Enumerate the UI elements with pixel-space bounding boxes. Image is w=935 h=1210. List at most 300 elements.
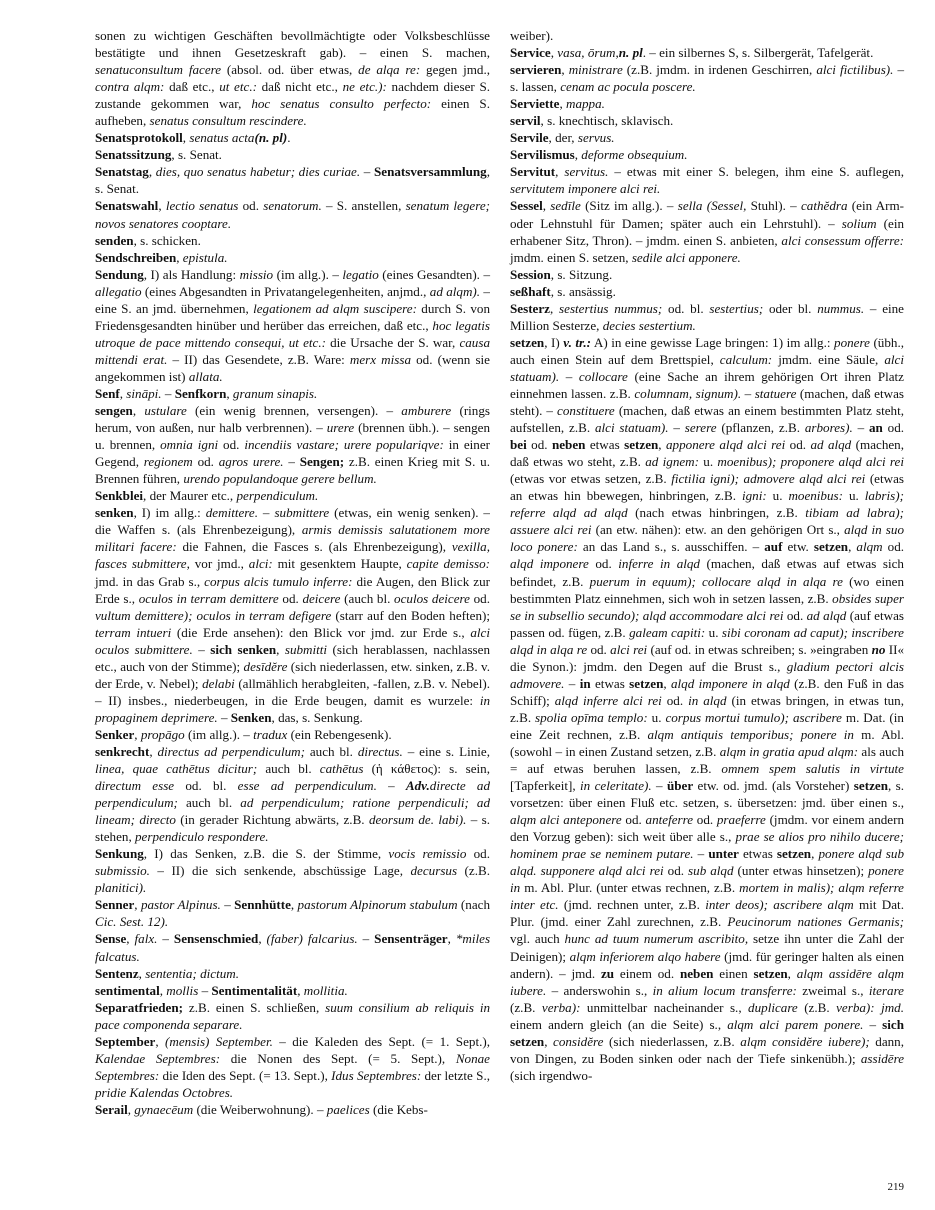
entry-text: , der, xyxy=(548,130,578,146)
entry-text: (etwas vor etwas setzen, z.B. xyxy=(510,471,672,487)
dictionary-entry xyxy=(510,266,904,283)
latin-translation: alci oculos submittere. xyxy=(95,624,490,657)
entry-text: an das Land s., s. ausschiffen. – xyxy=(577,539,765,555)
latin-translation: ponere in xyxy=(510,863,904,896)
latin-translation: allegatio xyxy=(95,283,142,299)
latin-translation: alqm xyxy=(856,539,883,555)
entry-text: – s. lassen, xyxy=(510,62,905,95)
latin-translation: demittere. xyxy=(205,505,258,521)
latin-translation: anteferre xyxy=(645,812,694,828)
entry-text: (wo einen bestimmten Platz einnehmen, sich woh in setzen lassen, z.B. xyxy=(510,573,905,606)
headword: Senatstag xyxy=(95,164,149,180)
entry-text: (machen, daß etwas steht). – xyxy=(510,385,904,419)
entry-text: , xyxy=(550,45,558,61)
entry-text: (die Weiberwohnung). – xyxy=(193,1101,327,1117)
latin-translation: in alium locum transferre: xyxy=(652,982,797,998)
entry-text: mit Dat. Plur. (jmd. einer Zahl zurechnen, z.B. xyxy=(510,897,904,930)
entry-text: – xyxy=(693,846,709,862)
headword: Senkblei xyxy=(95,488,144,504)
latin-translation: alci: xyxy=(248,556,273,572)
entry-text: m. Abl. (sowohl – in einen Zustand setzen, z.B. xyxy=(510,726,904,759)
latin-translation: ne etc.): xyxy=(342,79,387,95)
latin-translation: vexilla, fasces submittere, xyxy=(95,539,490,572)
headword: Servitut xyxy=(510,164,556,180)
latin-translation: directum esse xyxy=(95,778,175,794)
entry-text: jmdm. eine Säule, xyxy=(772,351,885,367)
entry-text: , xyxy=(159,982,167,998)
headword: Sennhütte xyxy=(234,897,291,913)
entry-text: – die Kaleden des Sept. (= 1. Sept.), xyxy=(272,1033,490,1049)
entry-text: (die Erde ansehen): den Blick vor jmd. zur Erde s., xyxy=(171,624,471,640)
latin-translation: senatus consultum rescindere. xyxy=(149,113,307,129)
latin-translation: deorsum de. labi). xyxy=(368,812,467,828)
latin-translation: sententia; dictum. xyxy=(145,965,240,981)
latin-translation: sub alqd xyxy=(688,863,734,879)
latin-translation: pastor Alpinus. xyxy=(140,897,221,913)
latin-translation: senatum legere; novos senatores cooptare. xyxy=(95,198,491,231)
latin-translation: labris); referre alqd ad alqd xyxy=(510,488,904,521)
dictionary-entry xyxy=(510,283,904,300)
headword: sich setzen xyxy=(510,1016,904,1049)
latin-translation: gladium pectori alcis admovere. xyxy=(510,658,904,691)
latin-translation: sella (Sessel, xyxy=(677,198,747,214)
latin-translation: verba): jmd. xyxy=(836,999,905,1015)
latin-translation: submitti xyxy=(284,641,328,657)
entry-text: (in gerader Richtung abwärts, z.B. xyxy=(175,812,369,828)
latin-translation: spolia opīma templo: xyxy=(535,709,648,725)
entry-text: u. xyxy=(705,624,722,640)
entry-text: , xyxy=(276,641,285,657)
latin-translation: directe ad perpendiculum; xyxy=(95,778,490,811)
headword: auf xyxy=(764,539,783,555)
latin-translation: vultum demittere); oculos in terram defigere xyxy=(95,607,332,623)
latin-translation: sestertius nummus; xyxy=(559,300,663,316)
headword: Sentenz xyxy=(95,965,139,981)
latin-translation: sibi coronam ad caput); inscribere alqd in alqa re xyxy=(510,624,904,657)
entry-text: od. xyxy=(882,539,905,555)
latin-translation: alqm considĕre iubere); xyxy=(740,1033,870,1049)
dictionary-entry xyxy=(95,129,490,146)
latin-translation: omnia igni xyxy=(160,437,219,453)
entry-text: – xyxy=(217,709,231,725)
latin-translation: deforme obsequium. xyxy=(581,147,688,163)
latin-translation: alci fictilibus). xyxy=(816,62,894,78)
entry-text: etw. od. jmd. (als Vorsteher) xyxy=(693,778,854,794)
entry-text: – xyxy=(376,778,406,794)
headword: setzen xyxy=(853,778,888,794)
entry-text: einen xyxy=(713,965,754,981)
latin-translation: hunc ad tuum numerum ascribito, xyxy=(564,931,749,947)
entry-text: , xyxy=(544,1033,554,1049)
headword: senkrecht xyxy=(95,743,150,759)
grammar-label: (n. pl) xyxy=(254,130,288,146)
headword: sentimental xyxy=(95,982,160,998)
latin-translation: oculos deicere xyxy=(394,590,470,606)
entry-text: , xyxy=(663,675,671,691)
latin-translation: in celeritate). xyxy=(580,778,652,794)
latin-translation: columnam, signum). xyxy=(634,385,742,401)
latin-translation: senatorum. xyxy=(263,198,322,214)
latin-translation: *miles falcatus. xyxy=(95,931,491,964)
headword: sengen xyxy=(95,403,133,419)
latin-translation: ad ignem: xyxy=(645,454,699,470)
latin-translation: directus. xyxy=(357,743,403,759)
grammar-label: n. pl xyxy=(618,45,643,61)
headword: Senatsprotokoll xyxy=(95,130,183,146)
entry-text: , xyxy=(119,385,127,401)
entry-text: einem andern gleich (an die Seite) s., xyxy=(510,1016,728,1032)
grammar-label: Adv. xyxy=(405,778,430,794)
latin-translation: moenibus: xyxy=(788,488,843,504)
entry-text: in einer Gegend, xyxy=(95,437,490,470)
entry-text: sonen zu wichtigen Geschäften bevollmächtigte oder Volksbeschlüsse bestätigte und ihnen Gesetzeskraft gab). – einen S. machen, xyxy=(95,28,490,61)
entry-text: – xyxy=(564,675,580,691)
entry-text: dann, von Dingen, zu Boden sinken oder nach der Tiefe sinkenübh.); xyxy=(510,1033,904,1066)
latin-translation: alqd imponere in alqd xyxy=(671,675,790,691)
entry-text: (ein wenig brennen, versengen). – xyxy=(186,403,402,419)
entry-text: – xyxy=(852,420,869,436)
headword: Senner xyxy=(95,897,135,913)
entry-text: , s. schicken. xyxy=(133,232,201,248)
headword: servil xyxy=(510,113,541,129)
dictionary-entry xyxy=(95,163,490,197)
entry-text: – xyxy=(198,982,212,998)
entry-text: (unter etwas hinsetzen); xyxy=(733,863,869,879)
entry-text: (brennen übh.). – sengen u. brennen, xyxy=(95,420,490,453)
entry-text: nachdem dieser S. zustande gekommen war, xyxy=(95,79,490,112)
entry-text: od. xyxy=(661,692,689,708)
dictionary-entry xyxy=(510,112,904,129)
latin-translation: Cic. Sest. 12). xyxy=(95,914,169,930)
headword: Senatsversammlung xyxy=(373,164,487,180)
dictionary-entry xyxy=(95,27,490,129)
dictionary-entry xyxy=(510,61,904,95)
latin-translation: armis demissis salutationem more militari facere: xyxy=(95,522,490,555)
entry-text: (sich irgendwo- xyxy=(510,1067,593,1083)
entry-text: (sich herablassen, nachlassen etc., auch von der Stimme); xyxy=(95,641,491,674)
entry-text: , xyxy=(127,1101,135,1117)
latin-translation: oculos in terram demittere xyxy=(138,590,279,606)
headword: Senatssitzung xyxy=(95,147,172,163)
entry-text: , s. Senat. xyxy=(171,147,222,163)
dictionary-entry xyxy=(95,726,490,743)
latin-translation: fictilia igni); admovere alqd alci rei xyxy=(671,471,866,487)
headword: Sesterz xyxy=(510,300,550,316)
entry-text: – xyxy=(283,454,300,470)
latin-translation: prae se alios pro nihilo ducere; hominem prae se neminem putare. xyxy=(510,829,904,862)
entry-text: od. xyxy=(469,590,490,606)
headword: Sensenträger xyxy=(374,931,448,947)
headword: setzen xyxy=(629,675,664,691)
latin-translation: statuere xyxy=(754,385,797,401)
latin-translation: Idus Septembres: xyxy=(331,1067,422,1083)
latin-translation: alqd inferre alci rei xyxy=(554,692,662,708)
dictionary-entry xyxy=(510,129,904,146)
latin-translation: epistula. xyxy=(182,249,228,265)
entry-text: zweimal s., xyxy=(796,982,869,998)
headword: Session xyxy=(510,266,551,282)
latin-translation: alqm in gratia apud alqm: xyxy=(719,743,859,759)
entry-text: (ein erhabener Sitz, Thron). – jmdm. einen S. anbieten, xyxy=(510,215,904,248)
entry-text: od. xyxy=(882,420,905,436)
latin-translation: capite demisso: xyxy=(406,556,490,572)
latin-translation: Nonae Septembres: xyxy=(95,1050,490,1083)
dictionary-entry xyxy=(95,845,490,896)
entry-text: (absol. od. über etwas, xyxy=(221,62,359,78)
entry-text: (übh., auch einen Stein auf dem Brettspiel, xyxy=(510,334,904,367)
entry-text: – xyxy=(651,778,667,794)
entry-text: (auf od. in etwas schreiben; s. »eingraben xyxy=(647,641,872,657)
latin-translation: obsides super se in subsellio secundo); alqd accommodare alci rei xyxy=(510,590,904,623)
entry-text: od. xyxy=(526,437,552,453)
latin-translation: tradux xyxy=(253,726,288,742)
entry-text: (pflanzen, z.B. xyxy=(716,420,805,436)
entry-text: , das, s. Senkung. xyxy=(271,709,363,725)
entry-text: , I) das Senken, z.B. die S. der Stimme, xyxy=(143,846,389,862)
grammar-label: no xyxy=(871,641,886,657)
entry-text: , s. Senat. xyxy=(95,164,491,197)
latin-translation: incendiis vastare; urere populariqve: xyxy=(244,437,444,453)
headword: seßhaft xyxy=(510,283,551,299)
latin-translation: moenibus); proponere alqd alci rei xyxy=(717,454,904,470)
entry-text: od. xyxy=(218,437,245,453)
entry-text: – eine Million Sesterze, xyxy=(510,300,904,333)
entry-text: , der Maurer etc., xyxy=(143,488,237,504)
entry-text: od. (wenn sie angekommen ist) xyxy=(95,351,490,384)
entry-text: auch bl. xyxy=(304,743,358,759)
latin-translation: legatio xyxy=(342,266,379,282)
latin-translation: cathĕdra xyxy=(800,198,848,214)
latin-translation: legationem ad alqm suscipere: xyxy=(253,300,417,316)
latin-translation: dies, quo senatus habetur; dies curiae. xyxy=(155,164,361,180)
headword: servieren xyxy=(510,62,562,78)
latin-translation: pastorum Alpinorum stabulum xyxy=(297,897,458,913)
latin-translation: ut etc.: xyxy=(219,79,257,95)
latin-translation: assidēre xyxy=(860,1050,904,1066)
latin-translation: vasa, ōrum, xyxy=(557,45,619,61)
latin-translation: duplicare xyxy=(748,999,798,1015)
entry-text: setze ihn unter die Zahl der Deinigen); xyxy=(510,931,904,964)
headword: Senken xyxy=(230,709,272,725)
entry-text: , s. vorsetzen: über einen Fluß etc. setzen, s. übersetzen: jmd. über einen s., xyxy=(510,778,905,811)
entry-text: (Sitz im allg.). – xyxy=(580,198,678,214)
entry-text: , I) im allg.: xyxy=(133,505,206,521)
latin-translation: allata. xyxy=(188,368,223,384)
latin-translation: linea, quae cathētus dicitur; xyxy=(95,761,258,777)
entry-text: , xyxy=(158,198,166,214)
entry-text: , s. Sitzung. xyxy=(550,266,613,282)
entry-text: , xyxy=(787,965,797,981)
latin-translation: ministrare xyxy=(568,62,623,78)
latin-translation: suum consilium ab reliquis in pace componenda separare. xyxy=(95,999,491,1032)
headword: neben xyxy=(679,965,714,981)
entry-text: – S. anstellen, xyxy=(321,198,406,214)
latin-translation: desīdĕre xyxy=(243,658,288,674)
latin-translation: missio xyxy=(239,266,274,282)
entry-text: – xyxy=(360,164,374,180)
entry-text: – xyxy=(741,385,755,401)
entry-text: od. xyxy=(587,641,611,657)
latin-translation: ad perpendiculum; ratione perpendiculi; ad lineam; directo xyxy=(95,795,490,828)
headword: Service xyxy=(510,45,551,61)
latin-translation: ad alqm). xyxy=(429,283,481,299)
latin-translation: corpus alcis tumulo inferre: xyxy=(204,573,353,589)
dictionary-entry xyxy=(510,197,904,265)
entry-text: , xyxy=(811,846,819,862)
entry-text: auch bl. xyxy=(257,761,320,777)
latin-translation: constituere xyxy=(557,403,615,419)
entry-text: (sich niederlassen, z.B. xyxy=(603,1033,741,1049)
latin-translation: solium xyxy=(841,215,877,231)
headword: bei xyxy=(510,437,527,453)
latin-translation: sedīle xyxy=(550,198,581,214)
entry-text: , xyxy=(561,62,569,78)
headword: über xyxy=(666,778,694,794)
entry-text: od. xyxy=(588,556,619,572)
headword: setzen xyxy=(510,334,545,350)
latin-translation: hoc legatis utroque de pace mittendo consequi, ut etc.: xyxy=(95,317,490,350)
dictionary-entry xyxy=(95,896,490,930)
latin-translation: cathētus xyxy=(319,761,364,777)
entry-text: (z.B. xyxy=(510,999,542,1015)
entry-text: , xyxy=(176,249,183,265)
latin-translation: senatuconsultum facere xyxy=(95,62,222,78)
headword: Sensenschmied xyxy=(173,931,259,947)
entry-text: od. xyxy=(621,812,646,828)
entry-text: – II) das Gesendete, z.B. Ware: xyxy=(167,351,350,367)
dictionary-entry xyxy=(95,402,490,487)
headword: Sentimentalität xyxy=(211,982,298,998)
entry-text: od. xyxy=(663,863,689,879)
entry-text: , xyxy=(574,147,582,163)
dictionary-entry xyxy=(95,982,490,999)
latin-translation: ustulare xyxy=(144,403,187,419)
entry-text: mit gesenktem Haupte, xyxy=(272,556,407,572)
latin-translation: urere xyxy=(326,420,355,436)
entry-text: , xyxy=(226,385,233,401)
entry-text: unmittelbar nacheinander s., xyxy=(580,999,749,1015)
entry-text: od. xyxy=(785,437,811,453)
entry-text: daß etc., xyxy=(164,79,220,95)
entry-text: (etwas an etwas hin bbewegen, hinbringen, z.B. xyxy=(510,471,904,504)
latin-translation: serere xyxy=(684,420,717,436)
headword: setzen xyxy=(813,539,849,555)
entry-text: (z.B. jmdm. in irdenen Geschirren, xyxy=(622,62,817,78)
entry-text: , xyxy=(542,198,551,214)
entry-text: u. xyxy=(647,709,666,725)
entry-text: (starr auf den Boden heften); xyxy=(331,607,490,623)
entry-text: – xyxy=(220,897,235,913)
headword: Senfkorn xyxy=(174,385,227,401)
entry-text: , xyxy=(155,1033,166,1049)
latin-translation: falx. xyxy=(134,931,158,947)
dictionary-entry xyxy=(95,146,490,163)
latin-translation: deicere xyxy=(302,590,341,606)
latin-translation: galeam capiti: xyxy=(629,624,706,640)
latin-translation: cenam ac pocula poscere. xyxy=(560,79,696,95)
entry-text: II« die Synon.): jmdm. den Degen auf die Brust s., xyxy=(510,641,904,674)
entry-text: daß nicht etc., xyxy=(256,79,343,95)
entry-text: auch bl. xyxy=(177,795,241,811)
entry-text: – eine S. an jmd. übernehmen, xyxy=(95,283,490,316)
latin-translation: mappa. xyxy=(565,96,605,112)
entry-text: (eines Abgesandten in Privatangelegenheiten, anjmd., xyxy=(141,283,430,299)
latin-translation: alqd imponere xyxy=(510,556,589,572)
entry-text: – xyxy=(157,931,174,947)
latin-translation: puerum in equum); collocare alqd in alqa re xyxy=(589,573,843,589)
headword: September xyxy=(95,1033,156,1049)
headword: senken xyxy=(95,505,134,521)
entry-text: (etwas, ein wenig senken). – die Waffen s. (als Ehrenbezeigung), xyxy=(95,505,490,538)
entry-text: die Augen, den Blick zur Erde s., xyxy=(95,573,491,606)
entry-text: der letzte S., xyxy=(421,1067,490,1083)
entry-text: , xyxy=(297,982,304,998)
entry-text: (machen, daß etwas an einem bestimmten Platz steht, aufstellen, z.B. xyxy=(510,403,904,436)
latin-translation: sestertius; xyxy=(709,300,764,316)
entry-text: od. bl. xyxy=(174,778,238,794)
dictionary-entry xyxy=(95,232,490,249)
entry-text: – s. stehen, xyxy=(95,812,490,845)
entry-text: (eines Gesandten). – xyxy=(378,266,491,282)
latin-translation: iterare xyxy=(868,982,904,998)
latin-translation: corpus mortui tumulo); ascribere xyxy=(665,709,842,725)
latin-translation: terram intueri xyxy=(95,624,172,640)
entry-text: (jmd. rechnen unter, z.B. xyxy=(558,897,706,913)
entry-text: od. xyxy=(466,846,490,862)
entry-text: od. xyxy=(192,454,219,470)
entry-text: , xyxy=(258,931,267,947)
headword: Senatswahl xyxy=(95,198,159,214)
entry-text: od. xyxy=(238,198,264,214)
latin-translation: alci statuam). xyxy=(594,420,669,436)
entry-text: Stuhl). – xyxy=(746,198,801,214)
entry-text: – xyxy=(559,368,579,384)
latin-translation: ad alqd xyxy=(810,437,852,453)
latin-translation: hoc senatus consulto perfecto: xyxy=(251,96,432,112)
entry-text: (jmdm. vor einem andern den Vorzug geben): sich weit über alle s., xyxy=(510,812,905,845)
headword: Senkung xyxy=(95,846,144,862)
entry-text: (die Kebs- xyxy=(369,1101,428,1117)
latin-translation: servitus. xyxy=(564,164,609,180)
entry-text: , xyxy=(550,300,560,316)
entry-text: (nach xyxy=(457,897,491,913)
entry-text: (machen, daß etwas wo steht, z.B. xyxy=(510,437,905,470)
latin-translation: praeferre xyxy=(716,812,766,828)
headword: Sendschreiben xyxy=(95,249,177,265)
entry-text: z.B. einen Krieg mit S. u. Brennen führen, xyxy=(95,454,490,487)
dictionary-entry xyxy=(510,146,904,163)
entry-text: m. Dat. (in eine Zeit rechnen, z.B. xyxy=(510,709,904,742)
entry-text: die Nonen des Sept. (= 5. Sept.), xyxy=(220,1050,456,1066)
latin-translation: alci rei xyxy=(610,641,648,657)
entry-text: , I) xyxy=(544,334,564,350)
right-column xyxy=(510,27,904,1084)
headword: Serail xyxy=(95,1101,128,1117)
entry-text: , xyxy=(134,726,141,742)
entry-text: A) in eine gewisse Lage bringen: 1) im allg.: xyxy=(591,334,835,350)
latin-translation: Kalendae Septembres: xyxy=(95,1050,221,1066)
latin-translation: ponere xyxy=(834,334,870,350)
entry-text: , xyxy=(555,164,565,180)
entry-text: einen S. aufheben, xyxy=(95,96,490,129)
latin-translation: in alqd xyxy=(688,692,727,708)
entry-text: – xyxy=(161,385,175,401)
entry-text: etwas xyxy=(590,675,630,691)
headword: setzen xyxy=(753,965,788,981)
entry-text: , xyxy=(559,96,566,112)
entry-text: die Ursache der S. war, xyxy=(325,334,460,350)
latin-translation: calculum: xyxy=(719,351,773,367)
